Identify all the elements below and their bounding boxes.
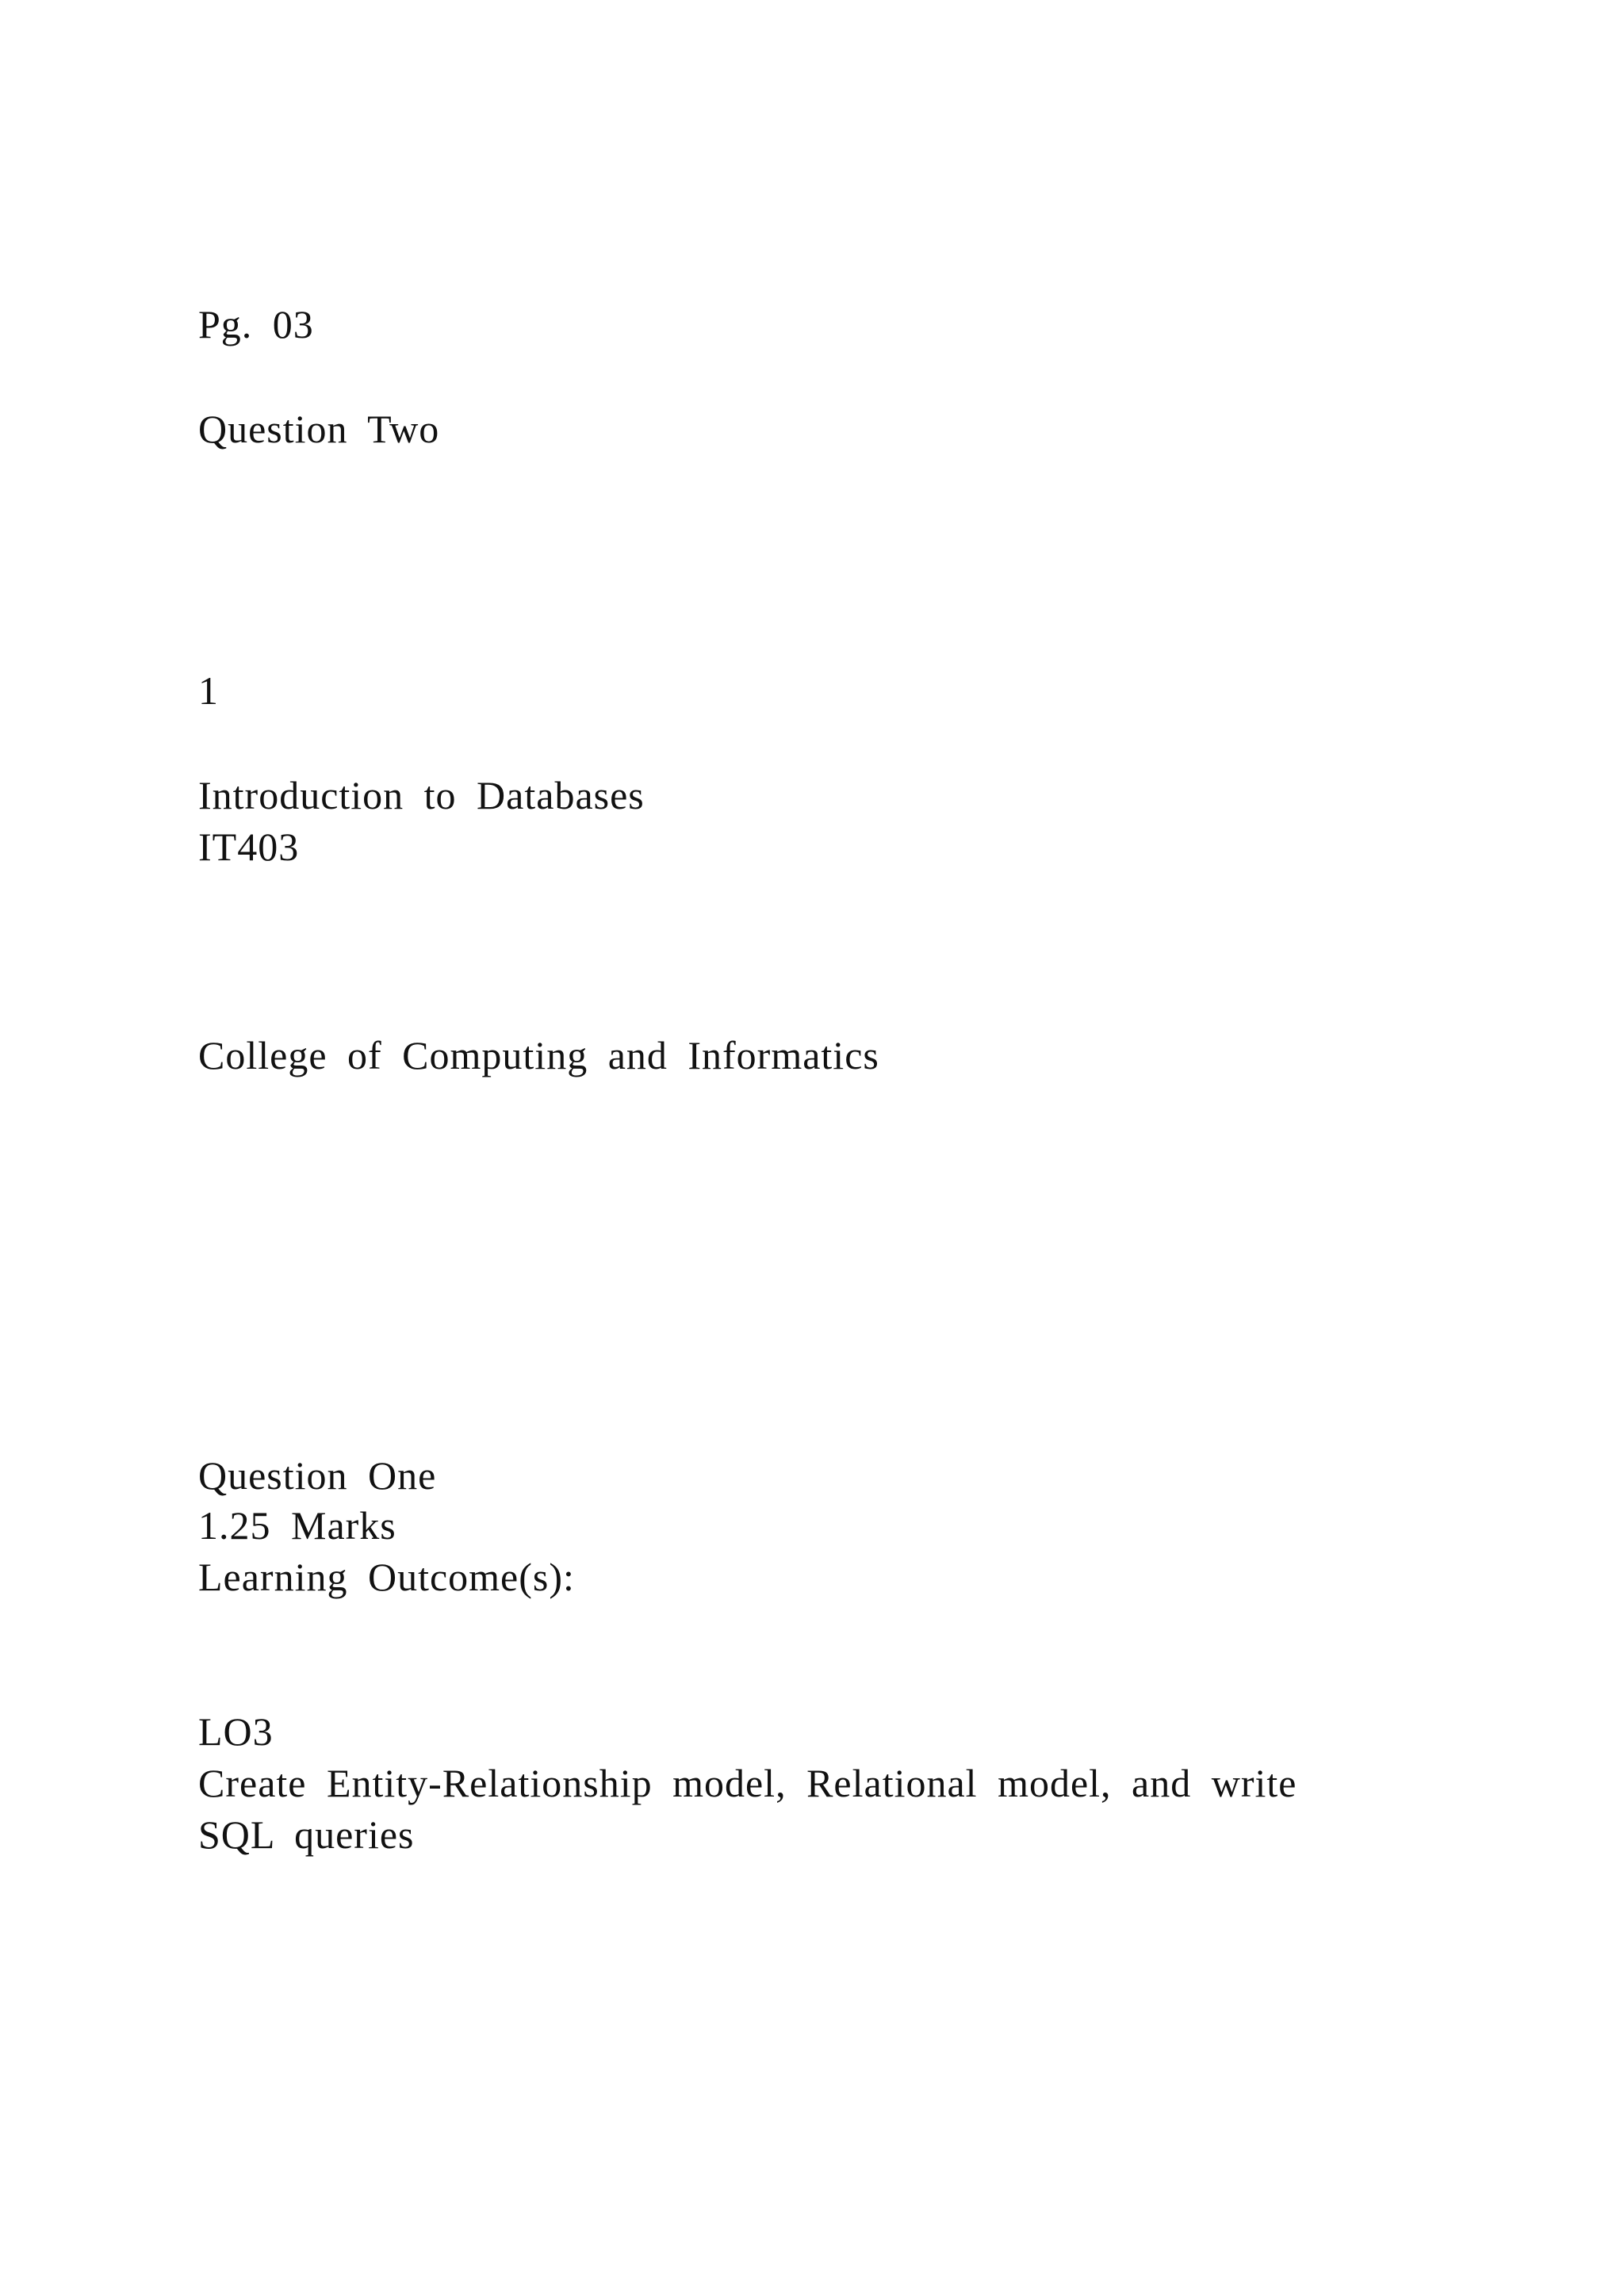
college-name: College of Computing and Informatics [198,1033,879,1077]
question-one-heading: Question One [198,1453,437,1498]
learning-outcome-description-line1: Create Entity-Relationship model, Relational model, and write [198,1761,1297,1805]
page-number: 1 [198,668,219,713]
learning-outcome-description-line2: SQL queries [198,1812,415,1857]
course-code: IT403 [198,825,300,869]
learning-outcome-code: LO3 [198,1709,274,1754]
marks-label: 1.25 Marks [198,1503,396,1548]
learning-outcomes-label: Learning Outcome(s): [198,1555,575,1599]
course-title: Introduction to Databases [198,773,645,817]
page-label: Pg. 03 [198,302,314,346]
question-two-heading: Question Two [198,407,440,451]
